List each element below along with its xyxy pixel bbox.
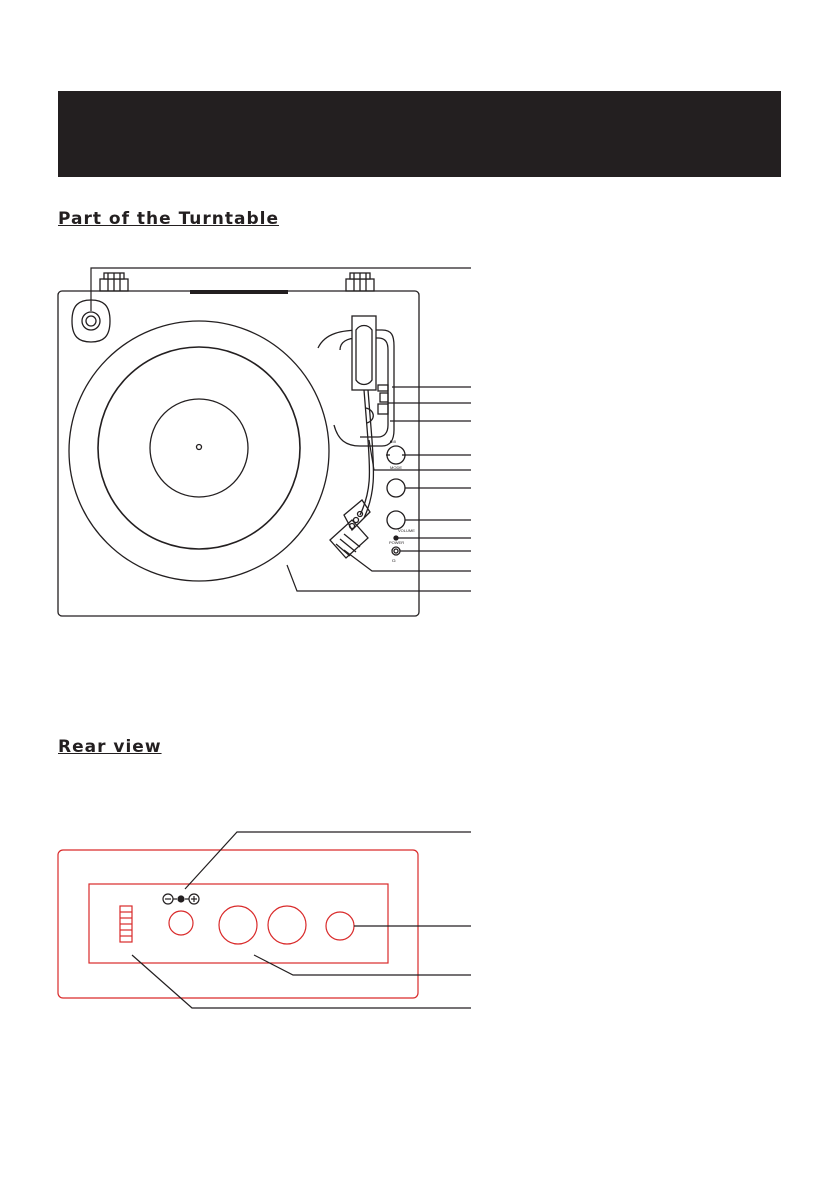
turntable-callouts <box>91 268 471 591</box>
platter <box>69 321 329 581</box>
callout-adapter <box>91 268 471 311</box>
power-label: POWER <box>389 540 405 545</box>
callout-rca-out <box>254 955 471 975</box>
headshell <box>330 500 370 558</box>
dc-in-jack <box>169 911 193 935</box>
rear-view-section-title: Rear view <box>58 737 162 757</box>
callout-platter <box>287 565 471 591</box>
headphone-jack <box>392 547 400 555</box>
hinge-right <box>346 273 374 291</box>
play-pause-label: ▶/II <box>390 439 397 444</box>
rear-connector-panel <box>89 884 388 963</box>
play-pause-knob <box>386 446 406 464</box>
headphone-icon: ☊ <box>392 558 396 563</box>
volume-knob <box>387 511 405 529</box>
callout-dc-in <box>185 832 471 889</box>
turntable-diagram <box>58 273 419 616</box>
rear-panel-diagram <box>58 850 418 998</box>
aux-input-jack <box>326 912 354 940</box>
tonearm <box>352 316 376 518</box>
dc-polarity-icon <box>163 894 199 904</box>
turntable-section-title: Part of the Turntable <box>58 209 280 229</box>
rca-output-right <box>268 906 306 944</box>
hinge-left <box>100 273 128 291</box>
mode-label: MODE <box>390 465 402 470</box>
rear-callouts <box>132 832 471 1008</box>
callout-headshell <box>344 550 471 571</box>
rear-panel-outline <box>58 850 418 998</box>
headphone-jack-inner <box>394 549 398 553</box>
volume-label: VOLUME <box>398 528 415 533</box>
power-switch <box>120 906 132 942</box>
rca-output-left <box>219 906 257 944</box>
mode-button <box>387 479 405 497</box>
